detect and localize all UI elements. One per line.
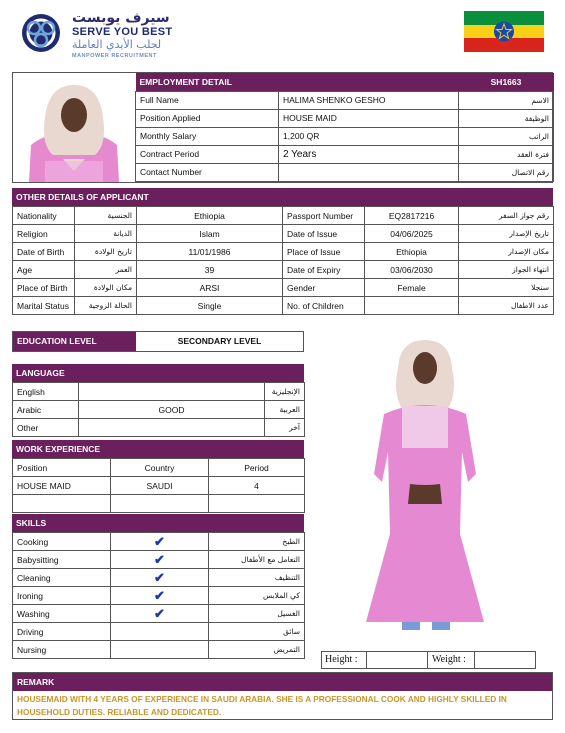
ethiopia-flag-icon — [464, 11, 544, 52]
detail-label-right: Date of Issue — [283, 225, 365, 243]
experience-country — [111, 495, 209, 513]
agency-name-ar: سيرف يوبست — [72, 10, 170, 26]
detail-label: Marital Status — [13, 297, 75, 315]
check-icon: ✔ — [111, 569, 209, 587]
serve-you-best-logo-icon — [16, 12, 66, 54]
experience-period: 4 — [209, 477, 305, 495]
employment-section-title: EMPLOYMENT DETAIL — [136, 73, 459, 91]
salary-label-ar: الراتب — [459, 127, 554, 145]
table-row — [13, 587, 305, 605]
detail-label: Nationality — [13, 207, 75, 225]
table-row — [136, 109, 554, 127]
detail-value-right — [365, 297, 459, 315]
agency-tagline-ar: لجلب الأيدي العاملة — [72, 38, 162, 51]
experience-period — [209, 495, 305, 513]
table-row — [13, 477, 305, 495]
table-row — [13, 225, 554, 243]
education-label: EDUCATION LEVEL — [13, 332, 136, 351]
height-label: Height : — [325, 654, 358, 665]
table-row — [13, 623, 305, 641]
skills-table — [12, 532, 305, 659]
skill-label: Babysitting — [13, 551, 111, 569]
detail-label-right-ar: رقم جواز السفر — [459, 207, 554, 225]
remark-title: REMARK — [13, 673, 552, 691]
detail-value: Islam — [137, 225, 283, 243]
contract-label: Contract Period — [136, 145, 279, 163]
other-details-block — [12, 188, 553, 315]
skill-label: Nursing — [13, 641, 111, 659]
detail-label-right: Passport Number — [283, 207, 365, 225]
detail-label-ar: تاريخ الولادة — [75, 243, 137, 261]
remark-text: HOUSEMAID WITH 4 YEARS OF EXPERIENCE IN SAUDI ARABIA. SHE IS A PROFESSIONAL COOK AND HIGHLY SKILLED IN HOUSEHOLD DUTIES. RELIABLE AND DEDICATED. — [17, 694, 507, 717]
detail-label-right-ar: سنجلا — [459, 279, 554, 297]
column-header-country: Country — [111, 459, 209, 477]
applicant-photo-full — [350, 334, 500, 644]
contract-value: 2 Years — [279, 145, 459, 163]
skill-label: Cooking — [13, 533, 111, 551]
contact-label-ar: رقم الاتصال — [459, 163, 554, 181]
table-row — [13, 605, 305, 623]
detail-label-ar: الجنسية — [75, 207, 137, 225]
check-icon: ✔ — [111, 533, 209, 551]
check-icon: ✔ — [111, 551, 209, 569]
table-row — [13, 261, 554, 279]
language-arabic-label-ar: العربية — [265, 401, 305, 419]
table-row — [13, 641, 305, 659]
employment-table — [135, 73, 554, 182]
detail-label-right-ar: مكان الإصدار — [459, 243, 554, 261]
detail-label: Date of Birth — [13, 243, 75, 261]
position-label-ar: الوظيفة — [459, 109, 554, 127]
skills-block — [12, 514, 304, 659]
skill-label: Driving — [13, 623, 111, 641]
table-row — [13, 297, 554, 315]
table-row — [13, 401, 305, 419]
detail-label: Religion — [13, 225, 75, 243]
detail-value-right: 04/06/2025 — [365, 225, 459, 243]
check-icon — [111, 623, 209, 641]
table-row — [13, 243, 554, 261]
detail-value: Ethiopia — [137, 207, 283, 225]
check-icon: ✔ — [111, 587, 209, 605]
detail-label-right-ar: عدد الاطفال — [459, 297, 554, 315]
work-experience-table — [12, 458, 305, 513]
detail-value-right: EQ2817216 — [365, 207, 459, 225]
skill-label-ar: الطبخ — [209, 533, 305, 551]
reference-code: SH1663 — [459, 73, 554, 91]
detail-value: 39 — [137, 261, 283, 279]
work-experience-title: WORK EXPERIENCE — [12, 440, 304, 458]
detail-label: Place of Birth — [13, 279, 75, 297]
table-row — [13, 207, 554, 225]
agency-logo — [16, 10, 216, 60]
language-english-label-ar: الإنجليزية — [265, 383, 305, 401]
detail-label-right-ar: تاريخ الإصدار — [459, 225, 554, 243]
agency-name-en: SERVE YOU BEST — [72, 26, 173, 38]
contract-label-ar: فترة العقد — [459, 145, 554, 163]
measurements-row — [321, 651, 536, 669]
skill-label-ar: سائق — [209, 623, 305, 641]
applicant-photo-small — [15, 75, 133, 182]
contact-value — [279, 163, 459, 181]
skill-label-ar: كي الملابس — [209, 587, 305, 605]
education-block — [12, 331, 304, 352]
detail-label-right: Gender — [283, 279, 365, 297]
table-row — [136, 91, 554, 109]
table-row — [13, 495, 305, 513]
full-name-value: HALIMA SHENKO GESHO — [279, 91, 459, 109]
position-value: HOUSE MAID — [279, 109, 459, 127]
skill-label: Ironing — [13, 587, 111, 605]
language-title: LANGUAGE — [12, 364, 304, 382]
detail-value-right: Ethiopia — [365, 243, 459, 261]
language-other-value — [79, 419, 265, 437]
weight-value — [474, 652, 535, 668]
table-row — [136, 127, 554, 145]
detail-label-ar: الديانة — [75, 225, 137, 243]
experience-country: SAUDI — [111, 477, 209, 495]
other-details-title: OTHER DETAILS OF APPLICANT — [12, 188, 553, 206]
salary-label: Monthly Salary — [136, 127, 279, 145]
table-row — [13, 419, 305, 437]
detail-label: Age — [13, 261, 75, 279]
skill-label: Washing — [13, 605, 111, 623]
detail-label-right: Place of Issue — [283, 243, 365, 261]
skills-title: SKILLS — [12, 514, 304, 532]
table-row — [13, 551, 305, 569]
language-arabic-label: Arabic — [13, 401, 79, 419]
table-row — [13, 279, 554, 297]
column-header-position: Position — [13, 459, 111, 477]
check-icon: ✔ — [111, 605, 209, 623]
detail-label-ar: مكان الولادة — [75, 279, 137, 297]
skill-label: Cleaning — [13, 569, 111, 587]
height-value — [366, 652, 428, 668]
check-icon — [111, 641, 209, 659]
agency-tagline-en: MANPOWER RECRUITMENT — [72, 53, 157, 59]
language-block — [12, 364, 304, 437]
skill-label-ar: الغسيل — [209, 605, 305, 623]
experience-position — [13, 495, 111, 513]
language-other-label-ar: آخر — [265, 419, 305, 437]
detail-label-ar: الحالة الزوجية — [75, 297, 137, 315]
detail-label-right: No. of Children — [283, 297, 365, 315]
table-row — [13, 569, 305, 587]
full-name-label-ar: الاسم — [459, 91, 554, 109]
table-header-row — [13, 459, 305, 477]
column-header-period: Period — [209, 459, 305, 477]
position-label: Position Applied — [136, 109, 279, 127]
skill-label-ar: التمريض — [209, 641, 305, 659]
detail-value-right: Female — [365, 279, 459, 297]
experience-position: HOUSE MAID — [13, 477, 111, 495]
weight-label: Weight : — [432, 654, 466, 665]
detail-label-right-ar: انتهاء الجواز — [459, 261, 554, 279]
detail-label-ar: العمر — [75, 261, 137, 279]
language-english-value — [79, 383, 265, 401]
table-row — [13, 533, 305, 551]
education-value: SECONDARY LEVEL — [177, 336, 262, 346]
detail-value: Single — [137, 297, 283, 315]
table-row — [136, 145, 554, 163]
work-experience-block — [12, 440, 304, 513]
detail-value: ARSI — [137, 279, 283, 297]
remark-block — [12, 672, 553, 720]
salary-value: 1,200 QR — [279, 127, 459, 145]
detail-label-right: Date of Expiry — [283, 261, 365, 279]
detail-value: 11/01/1986 — [137, 243, 283, 261]
skill-label-ar: التعامل مع الأطفال — [209, 551, 305, 569]
skill-label-ar: التنظيف — [209, 569, 305, 587]
language-other-label: Other — [13, 419, 79, 437]
table-row — [136, 163, 554, 181]
language-english-label: English — [13, 383, 79, 401]
table-row — [13, 383, 305, 401]
other-details-table — [12, 206, 554, 315]
language-table — [12, 382, 305, 437]
employment-block — [12, 72, 553, 183]
contact-label: Contact Number — [136, 163, 279, 181]
full-name-label: Full Name — [136, 91, 279, 109]
detail-value-right: 03/06/2030 — [365, 261, 459, 279]
language-arabic-value: GOOD — [79, 401, 265, 419]
